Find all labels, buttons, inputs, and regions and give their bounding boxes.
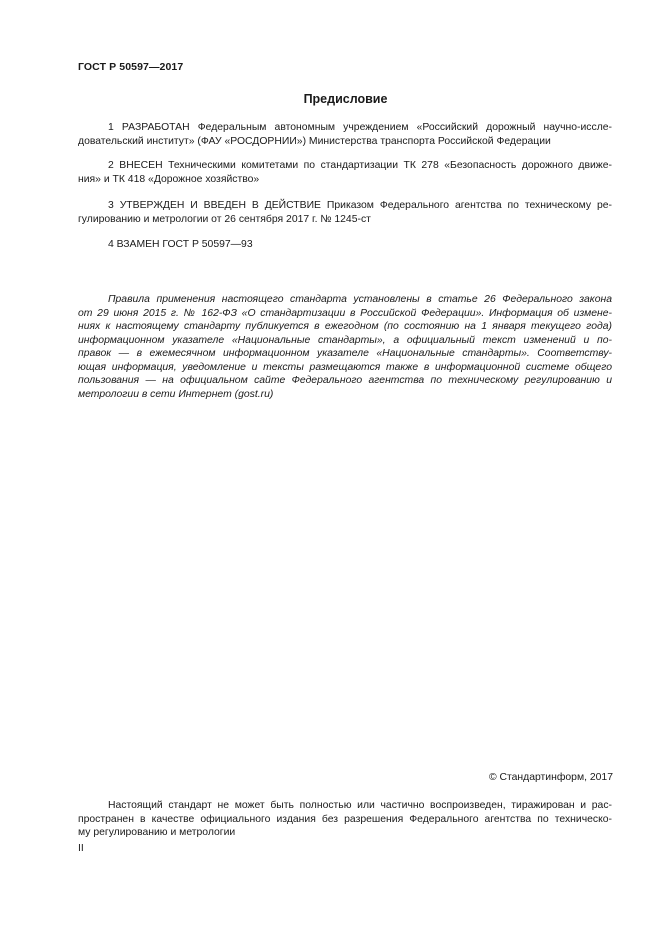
page-number: II [78, 843, 84, 854]
text-line: гулированию и метрологии от 26 сентября 2017 г. № 1245-ст [78, 213, 371, 225]
text-line: Настоящий стандарт не может быть полностью или частично воспроизведен, тиражирован и рас- [108, 800, 612, 811]
preface-item-3 [78, 199, 612, 226]
text-line: метрологии в сети Интернет (gost.ru) [78, 388, 274, 400]
text-line: ния» и ТК 418 «Дорожное хозяйство» [78, 173, 260, 185]
text-line: пространен в качестве официального издания без разрешения Федерального агентства по техническо- [78, 813, 612, 825]
section-title: Предисловие [303, 92, 388, 106]
copyright-notice: © Стандартинформ, 2017 [488, 772, 613, 783]
text-line: от 29 июня 2015 г. № 162-ФЗ «О стандартизации в Российской Федерации». Информация об измене- [78, 307, 612, 319]
text-line: правок — в ежемесячном информационном указателе «Национальные стандарты». Соответству- [78, 348, 612, 359]
preface-item-4 [78, 238, 612, 252]
text-line: Правила применения настоящего стандарта установлены в статье 26 Федерального закона [108, 294, 612, 305]
text-line: ниях к настоящему стандарту публикуется в ежегодном (по состоянию на 1 января текущего года) [78, 321, 612, 332]
text-line: пользования — на официальном сайте Федерального агентства по техническому регулированию и [78, 375, 612, 386]
text-line: ющая информация, уведомление и тексты размещаются также в информационной системе общего [78, 361, 612, 373]
document-code: ГОСТ Р 50597—2017 [78, 61, 184, 73]
text-line: му регулированию и метрологии [78, 827, 236, 838]
text-line: 2 ВНЕСЕН Техническими комитетами по стандартизации ТК 278 «Безопасность дорожного движе- [108, 160, 612, 171]
text-line: 3 УТВЕРЖДЕН И ВВЕДЕН В ДЕЙСТВИЕ Приказом Федерального агентства по техническому ре- [108, 200, 612, 211]
text-line: 1 РАЗРАБОТАН Федеральным автономным учреждением «Российский дорожный научно-иссле- [108, 122, 612, 133]
standard-application-notice [78, 293, 612, 401]
reproduction-notice [78, 799, 612, 840]
text-line: довательский институт» (ФАУ «РОСДОРНИИ») Министерства транспорта Российской Федерации [78, 135, 551, 147]
preface-item-1 [78, 121, 612, 148]
preface-item-2 [78, 159, 612, 186]
text-line: информационном указателе «Национальные стандарты», а официальный текст изменений и по- [78, 334, 612, 346]
text-line: 4 ВЗАМЕН ГОСТ Р 50597—93 [108, 239, 253, 250]
